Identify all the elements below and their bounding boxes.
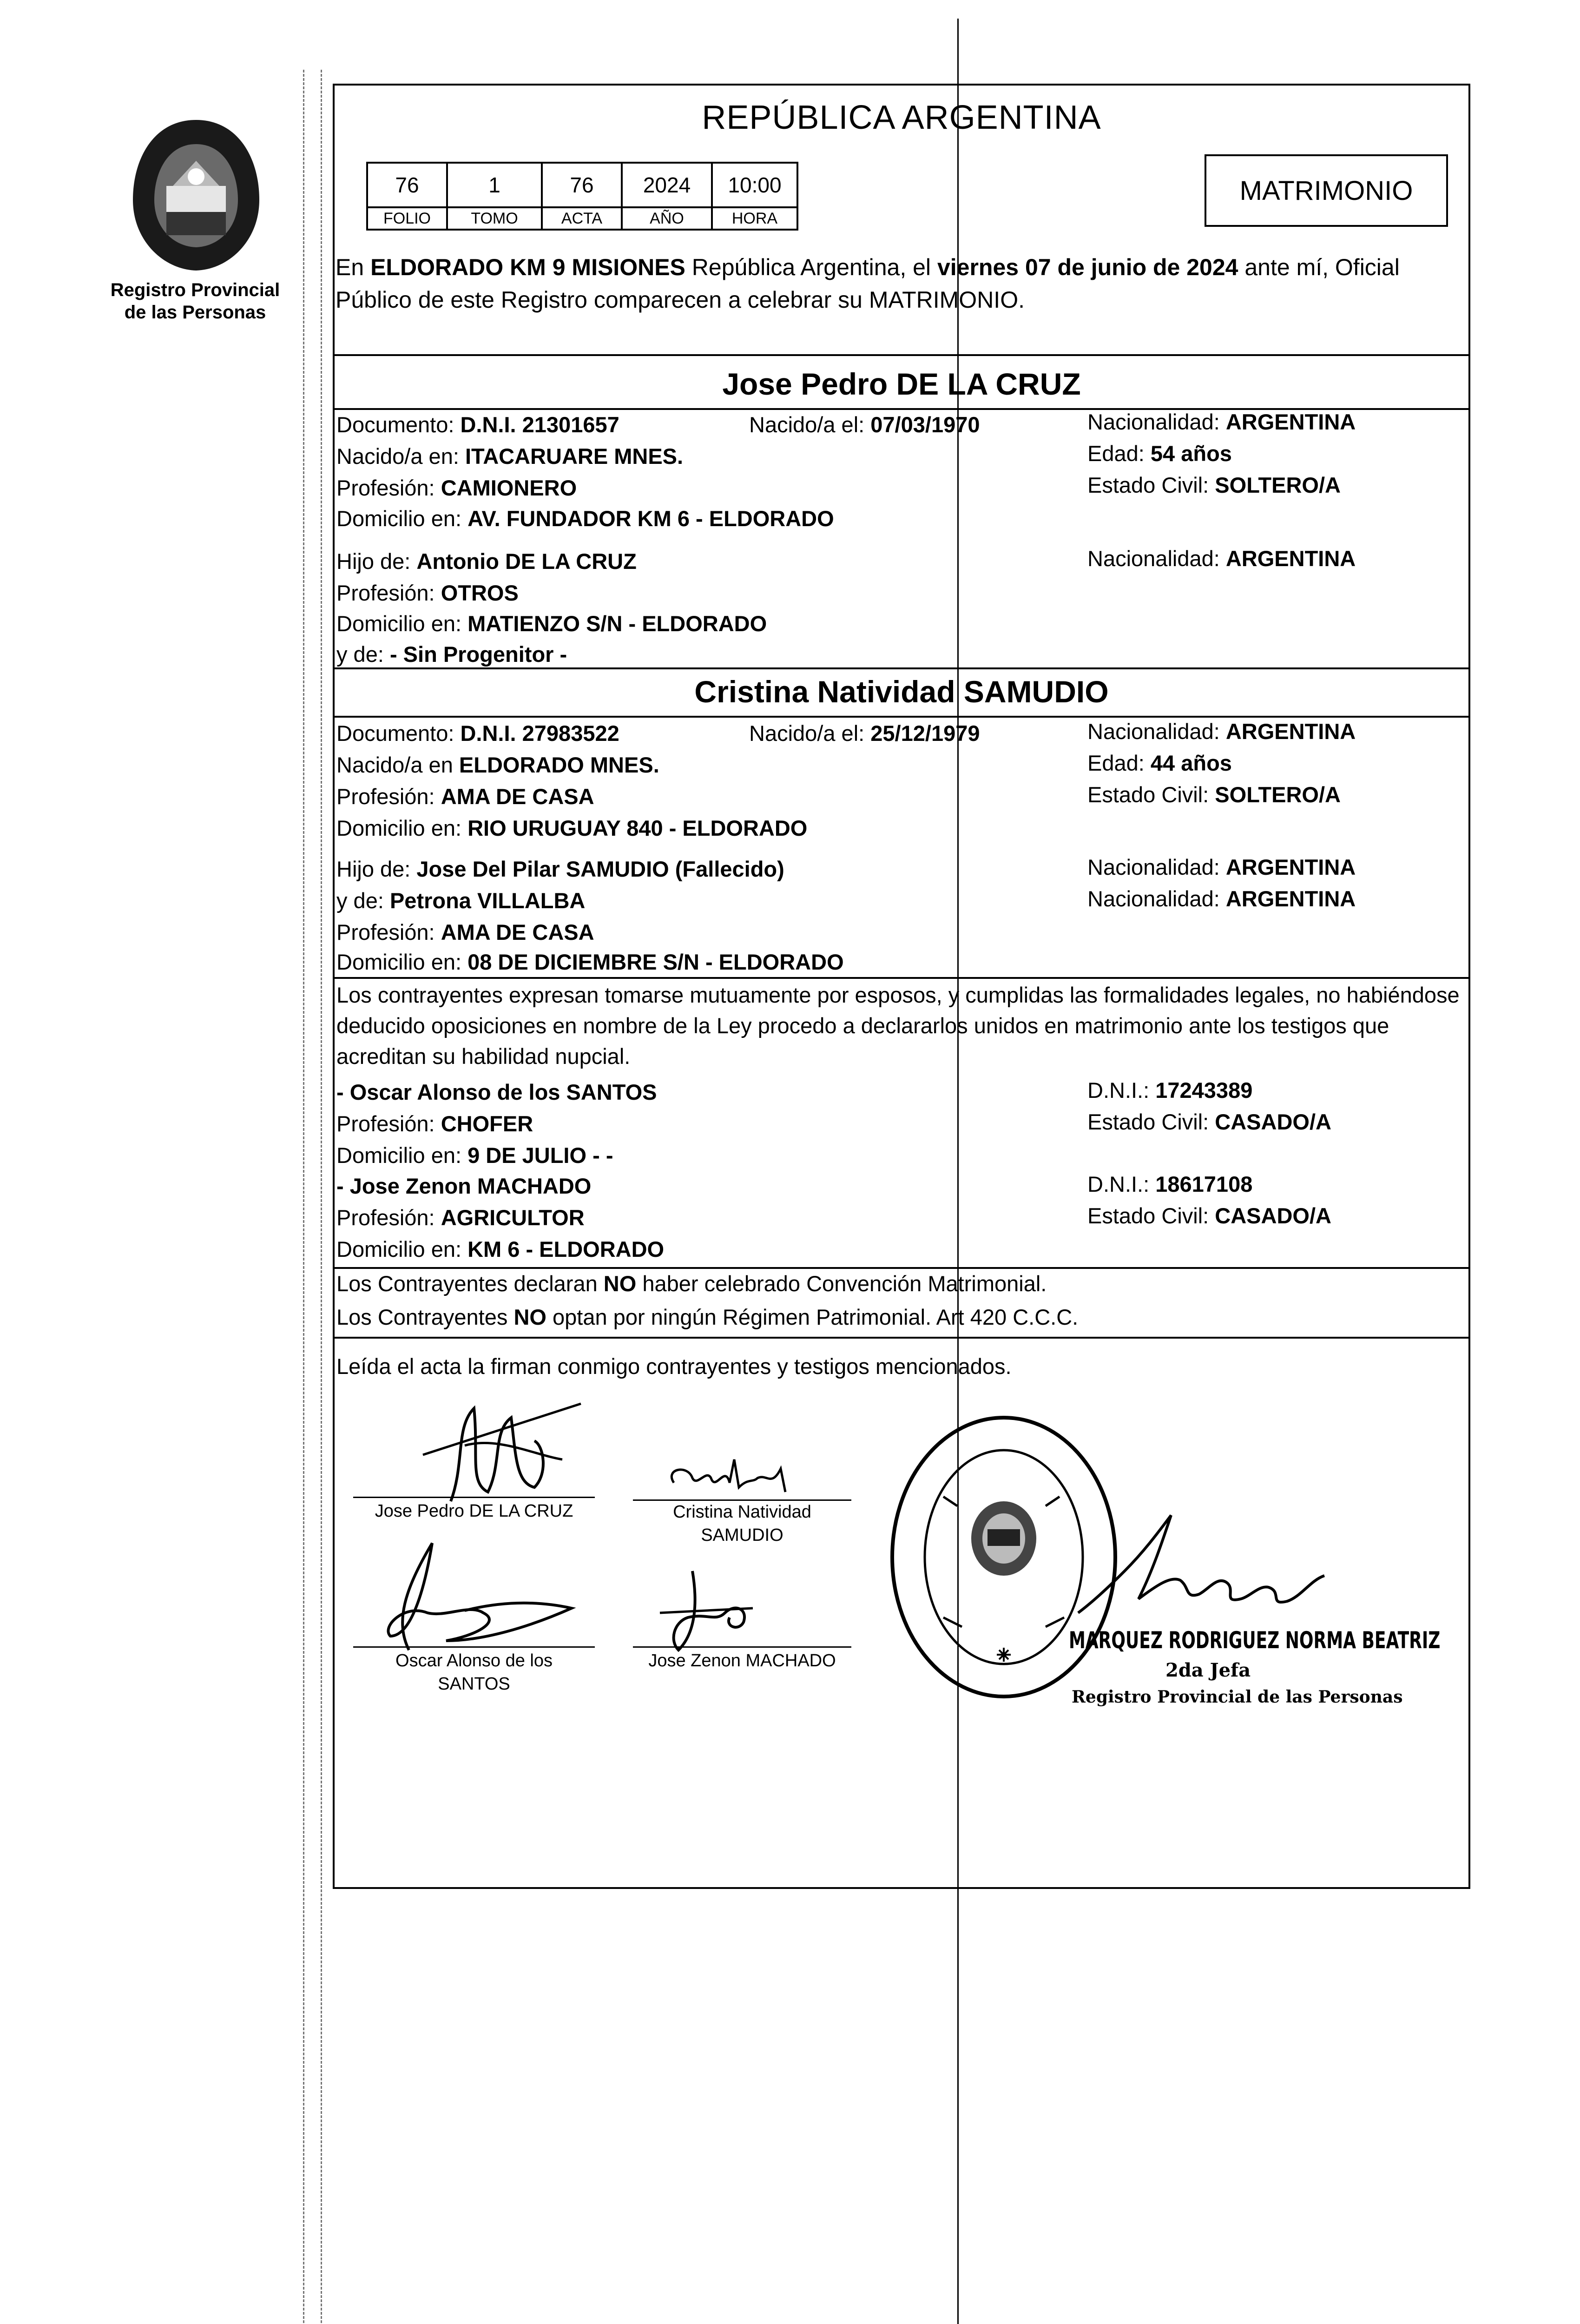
bride-domicilio [336,815,807,841]
label: Estado Civil: [1087,1109,1215,1134]
witness1-dni-value: 17243389 [1155,1078,1253,1103]
logo-caption-line1: Registro Provincial [110,280,280,300]
label: Profesión: [336,1111,441,1136]
text: Los Contrayentes [336,1305,514,1329]
groom-padre-nacionalidad [1087,546,1356,571]
groom-signature-label: Jose Pedro DE LA CRUZ [375,1501,573,1521]
bride-padre [336,856,784,882]
bride-occupation: AMA DE CASA [441,784,594,809]
label: Nacionalidad: [1087,409,1226,434]
witness1-address: 9 DE JULIO - - [467,1143,613,1168]
divider-convention [333,1267,1470,1269]
groom-estado-civil [1087,472,1341,498]
intro-text-1: En [336,254,371,280]
bride-padre-nacionalidad [1087,854,1356,880]
bride-madre-nacionalidad [1087,886,1356,911]
margin-guide-left [303,70,304,2324]
label: Profesión: [336,581,441,605]
bride-edad [1087,750,1232,776]
witness1-dni [1087,1077,1252,1103]
label: Profesión: [336,1205,441,1230]
official-signature [1050,1506,1376,1627]
label: Nacido/a en: [336,444,465,469]
intro-text-3: ante mí, Oficial Público de este Registro comparecen a celebrar su MATRIMONIO. [336,254,1400,313]
groom-profesion [336,475,577,501]
witness1-domicilio [336,1142,613,1168]
emphasis: NO [603,1271,637,1296]
bride-birthplace: ELDORADO MNES. [459,753,659,777]
groom-marital-status: SOLTERO/A [1215,473,1341,497]
intro-text-2: República Argentina, el [685,254,937,280]
label: D.N.I.: [1087,1078,1156,1103]
groom-nacionalidad [1087,409,1356,435]
witness1-signature-label [353,1649,595,1696]
tomo-label: TOMO [447,207,542,230]
ano-label: AÑO [622,207,712,230]
official-name: MARQUEZ RODRIGUEZ NORMA BEATRIZ [1069,1627,1441,1654]
witness2-signature [632,1562,781,1655]
label: Profesión: [336,784,441,809]
witness2-name-text: - Jose Zenon MACHADO [336,1174,592,1198]
label: Nacionalidad: [1087,886,1226,911]
folio-value: 76 [367,163,447,207]
label: Hijo de: [336,549,417,574]
divider-bride-name [333,716,1470,718]
witness2-profesion [336,1205,585,1230]
bride-madre-domicilio [336,949,844,975]
acta-label: ACTA [542,207,622,230]
bride-name: Cristina Natividad SAMUDIO [694,674,1109,709]
witness1-name-text: - Oscar Alonso de los SANTOS [336,1080,657,1104]
closing-text: Leída el acta la firman conmigo contrayentes y testigos mencionados. [336,1354,1012,1379]
groom-signature [395,1390,590,1511]
bride-signature-label-1: Cristina Natividad [673,1502,811,1522]
label: Nacionalidad: [1087,855,1226,879]
bride-age: 44 años [1150,751,1232,775]
text: Los Contrayentes declaran [336,1271,604,1296]
label: y de: [336,642,390,667]
label: Domicilio en: [336,816,468,840]
bride-mother-address: 08 DE DICIEMBRE S/N - ELDORADO [467,950,844,974]
label: Nacido/a el: [749,721,871,746]
witness2-estado-civil [1087,1203,1331,1228]
bride-nacido-el [749,720,980,746]
bride-address: RIO URUGUAY 840 - ELDORADO [467,816,808,840]
witness1-estado-civil [1087,1109,1331,1135]
groom-name: Jose Pedro DE LA CRUZ [722,367,1081,401]
witness2-domicilio [336,1236,664,1262]
label: Edad: [1087,441,1151,466]
convention-line1 [336,1271,1047,1296]
bride-signature [660,1450,799,1501]
witness2-occupation: AGRICULTOR [441,1205,585,1230]
bride-birthdate: 25/12/1979 [870,721,980,746]
label: Profesión: [336,920,441,944]
label: Nacido/a el: [749,412,871,437]
tomo-value: 1 [447,163,542,207]
official-title: 2da Jefa [1165,1659,1251,1681]
witness1-marital-status: CASADO/A [1215,1109,1331,1134]
bride-dni: D.N.I. 27983522 [460,721,619,746]
register-table [366,162,798,231]
official-office: Registro Provincial de las Personas [1072,1687,1403,1707]
bride-mother-occupation: AMA DE CASA [441,920,594,944]
hora-value: 10:00 [712,163,797,207]
groom-edad [1087,441,1232,466]
bride-nationality: ARGENTINA [1225,719,1356,744]
groom-padre-profesion [336,580,519,606]
groom-padre [336,548,637,574]
label: Nacido/a en [336,753,459,777]
groom-occupation: CAMIONERO [441,475,577,500]
groom-madre [336,641,567,667]
misiones-seal-logo [122,116,270,274]
logo-caption [93,279,297,324]
witness1-profesion [336,1111,533,1136]
bride-mother: Petrona VILLALBA [389,888,586,913]
bride-father-nationality: ARGENTINA [1225,855,1356,879]
bride-father: Jose Del Pilar SAMUDIO (Fallecido) [416,857,784,881]
logo-caption-line2: de las Personas [124,302,266,323]
label: Estado Civil: [1087,1203,1215,1228]
bride-estado-civil [1087,782,1341,807]
bride-nacido-en [336,752,659,778]
groom-address: AV. FUNDADOR KM 6 - ELDORADO [467,506,834,531]
groom-nationality: ARGENTINA [1225,409,1356,434]
label: Documento: [336,412,461,437]
label: Hijo de: [336,857,417,881]
margin-guide-right [321,70,322,2324]
groom-mother: - Sin Progenitor - [389,642,567,667]
witness2-signature-label: Jose Zenon MACHADO [648,1651,836,1670]
groom-documento [336,412,619,437]
label: Estado Civil: [1087,473,1215,497]
divider-declaration [333,977,1470,979]
label: Domicilio en: [336,506,468,531]
acta-value: 76 [542,163,622,207]
label: Nacionalidad: [1087,546,1226,571]
bride-mother-nationality: ARGENTINA [1225,886,1356,911]
bride-documento [336,720,619,746]
witness2-address: KM 6 - ELDORADO [467,1237,665,1261]
groom-father-nationality: ARGENTINA [1225,546,1356,571]
document-title: REPÚBLICA ARGENTINA [702,99,1101,136]
witness2-marital-status: CASADO/A [1215,1203,1331,1228]
groom-birthdate: 07/03/1970 [870,412,980,437]
hora-label: HORA [712,207,797,230]
emphasis: NO [514,1305,546,1329]
groom-birthplace: ITACARUARE MNES. [465,444,684,469]
label: Domicilio en: [336,1143,468,1168]
witness1-signature [353,1534,595,1655]
witness1-signature-label-2: SANTOS [438,1674,510,1694]
witness1-signature-line [353,1646,595,1648]
groom-father: Antonio DE LA CRUZ [416,549,637,574]
witness1-name [336,1079,657,1105]
text: optan por ningún Régimen Patrimonial. Art 420 C.C.C. [546,1305,1079,1329]
intro-place: ELDORADO KM 9 MISIONES [370,254,685,280]
groom-padre-domicilio [336,611,767,636]
label: Edad: [1087,751,1151,775]
label: y de: [336,888,390,913]
groom-age: 54 años [1150,441,1232,466]
groom-nacido-el [749,412,980,437]
label: Documento: [336,721,461,746]
intro-paragraph [336,251,1469,316]
label: Profesión: [336,475,441,500]
bride-signature-label-2: SAMUDIO [701,1525,783,1545]
bride-profesion [336,784,594,809]
groom-dni: D.N.I. 21301657 [460,412,619,437]
groom-father-address: MATIENZO S/N - ELDORADO [467,611,767,636]
witness1-signature-label-1: Oscar Alonso de los [395,1651,553,1670]
convention-line2 [336,1304,1078,1330]
witness2-dni-value: 18617108 [1155,1172,1253,1196]
ano-value: 2024 [622,163,712,207]
bride-signature-label [633,1500,851,1547]
bride-marital-status: SOLTERO/A [1215,782,1341,807]
label: Domicilio en: [336,1237,468,1261]
groom-father-occupation: OTROS [441,581,519,605]
label: Estado Civil: [1087,782,1215,807]
label: Domicilio en: [336,950,468,974]
label: Nacionalidad: [1087,719,1226,744]
label: Domicilio en: [336,611,468,636]
intro-date: viernes 07 de junio de 2024 [937,254,1238,280]
text: haber celebrado Convención Matrimonial. [636,1271,1047,1296]
witness2-dni [1087,1171,1252,1197]
divider-closing [333,1337,1470,1339]
bride-madre [336,888,585,913]
witness1-occupation: CHOFER [441,1111,533,1136]
groom-domicilio [336,506,834,531]
bride-nacionalidad [1087,719,1356,744]
folio-label: FOLIO [367,207,447,230]
groom-signature-line [353,1497,595,1498]
label: D.N.I.: [1087,1172,1156,1196]
groom-nacido-en [336,443,683,469]
divider-bride-top [333,667,1470,669]
witness2-name [336,1173,591,1199]
document-type-box: MATRIMONIO [1205,154,1448,227]
witness2-signature-line [633,1646,851,1648]
bride-madre-profesion [336,919,594,945]
divider-groom-top [333,354,1470,356]
declaration-text: Los contrayentes expresan tomarse mutuamente por esposos, y cumplidas las formalidades legales, no habiéndose deducido oposiciones en nombre de la Ley procedo a declararlos unidos en matrimonio ante los testigos que acreditan su habilidad nupcial. [336,983,1460,1069]
